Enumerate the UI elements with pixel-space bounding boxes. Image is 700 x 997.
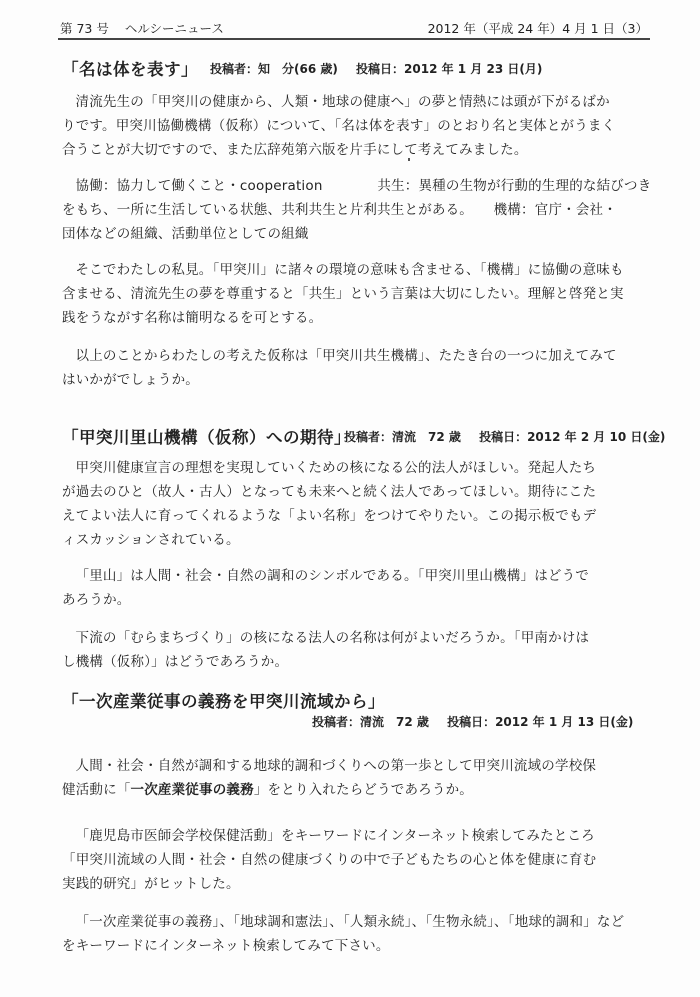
article3-paragraph-1: [62, 754, 658, 802]
article3-p1-text-b: 」をとり入れたらどうであろうか。: [253, 782, 474, 798]
issue-number: 第 73 号: [60, 21, 109, 36]
article1-paragraph-4: 以上のことからわたしの考えた仮称は「甲突川共生機構」、たたき台の一つに加えてみて はいかがでしょうか。: [62, 348, 617, 388]
article2-paragraph-3: 下流の「むらまちづくり」の核になる法人の名称は何がよいだろうか。「甲南かけは し機構（仮称）」はどうであろうか。: [62, 630, 590, 670]
newsletter-name: ヘルシーニュース: [124, 21, 224, 36]
article3-posted: 投稿日：2012 年 1 月 13 日(金): [447, 715, 634, 729]
article1-author: 投稿者：知 分(66 歳): [210, 62, 338, 76]
article3-paragraph-2: 「鹿児島市医師会学校保健活動」をキーワードにインターネット検索してみたところ 「甲突川流域の人間・社会・自然の健康づくりの中で子どもたちの心と体を健康に育む 実践的研究」がヒットした。: [62, 828, 597, 892]
article3-paragraph-3: 「一次産業従事の義務」、「地球調和憲法」、「人類永続」、「生物永続」、「地球的調和」など をキーワードにインターネット検索してみて下さい。: [62, 914, 625, 954]
article1-paragraph-1: 清流先生の「甲突川の健康から、人類・地球の健康へ」の夢と情熱には頭が下がるばか りです。甲突川協働機構（仮称）について、「名は体を表す」のとおり名と実体とがうまく 合うことが大切ですので、また広辞苑第六版を片手にして考えてみました。: [62, 94, 616, 158]
article2-posted: 投稿日：2012 年 2 月 10 日(金): [479, 430, 666, 444]
article3-title: 「一次産業従事の義務を甲突川流域から」: [62, 692, 385, 711]
header-left: [60, 19, 236, 37]
article1-meta: [210, 60, 542, 77]
article2-title: 「甲突川里山機構（仮称）への期待」: [62, 428, 351, 447]
article2-paragraph-2: 「里山」は人間・社会・自然の調和のシンボルである。「甲突川里山機構」はどうで あろうか。: [62, 568, 590, 608]
article3-p1-text-a: 人間・社会・自然が調和する地球的調和づくりへの第一歩として甲突川流域の学校保 健活動に「: [62, 758, 597, 798]
article2-author: 投稿者：清流 72 歳: [344, 430, 461, 444]
article3-p1-bold: 一次産業従事の義務: [130, 782, 254, 798]
article3-author: 投稿者：清流 72 歳: [312, 715, 429, 729]
article3-meta: [312, 713, 633, 730]
article1-posted: 投稿日：2012 年 1 月 23 日(月): [356, 62, 543, 76]
page-header: [58, 16, 650, 40]
header-date-page: 2012 年（平成 24 年）4 月 1 日（3）: [427, 21, 648, 36]
article2-paragraph-1: 甲突川健康宣言の理想を実現していくための核になる公的法人がほしい。発起人たち が過去のひと（故人・古人）となっても未来へと続く法人であってほしい。期待にこた えてよい法人に育ってくれるような「よい名称」をつけてやりたい。この掲示板でもデ ィスカッションされている。: [62, 460, 597, 548]
article1-title: 「名は体を表す」: [62, 60, 198, 79]
article1-paragraph-2: 協働：協力して働くこと・cooperation 共生：異種の生物が行動的生理的な結びつき をもち、一所に生活している状態、共利共生と片利共生とがある。 機構：官庁・会社・ 団体などの組織、活動単位としての組織: [62, 178, 652, 242]
article1-paragraph-3: そこでわたしの私見。「甲突川」に諸々の環境の意味も含ませる、「機構」に協働の意味も 含ませる、清流先生の夢を尊重すると「共生」という言葉は大切にしたい。理解と啓発と実 践をうながす名称は簡明なるを可とする。: [62, 262, 624, 326]
scan-speck: [408, 158, 410, 161]
article2-meta: [344, 428, 665, 445]
